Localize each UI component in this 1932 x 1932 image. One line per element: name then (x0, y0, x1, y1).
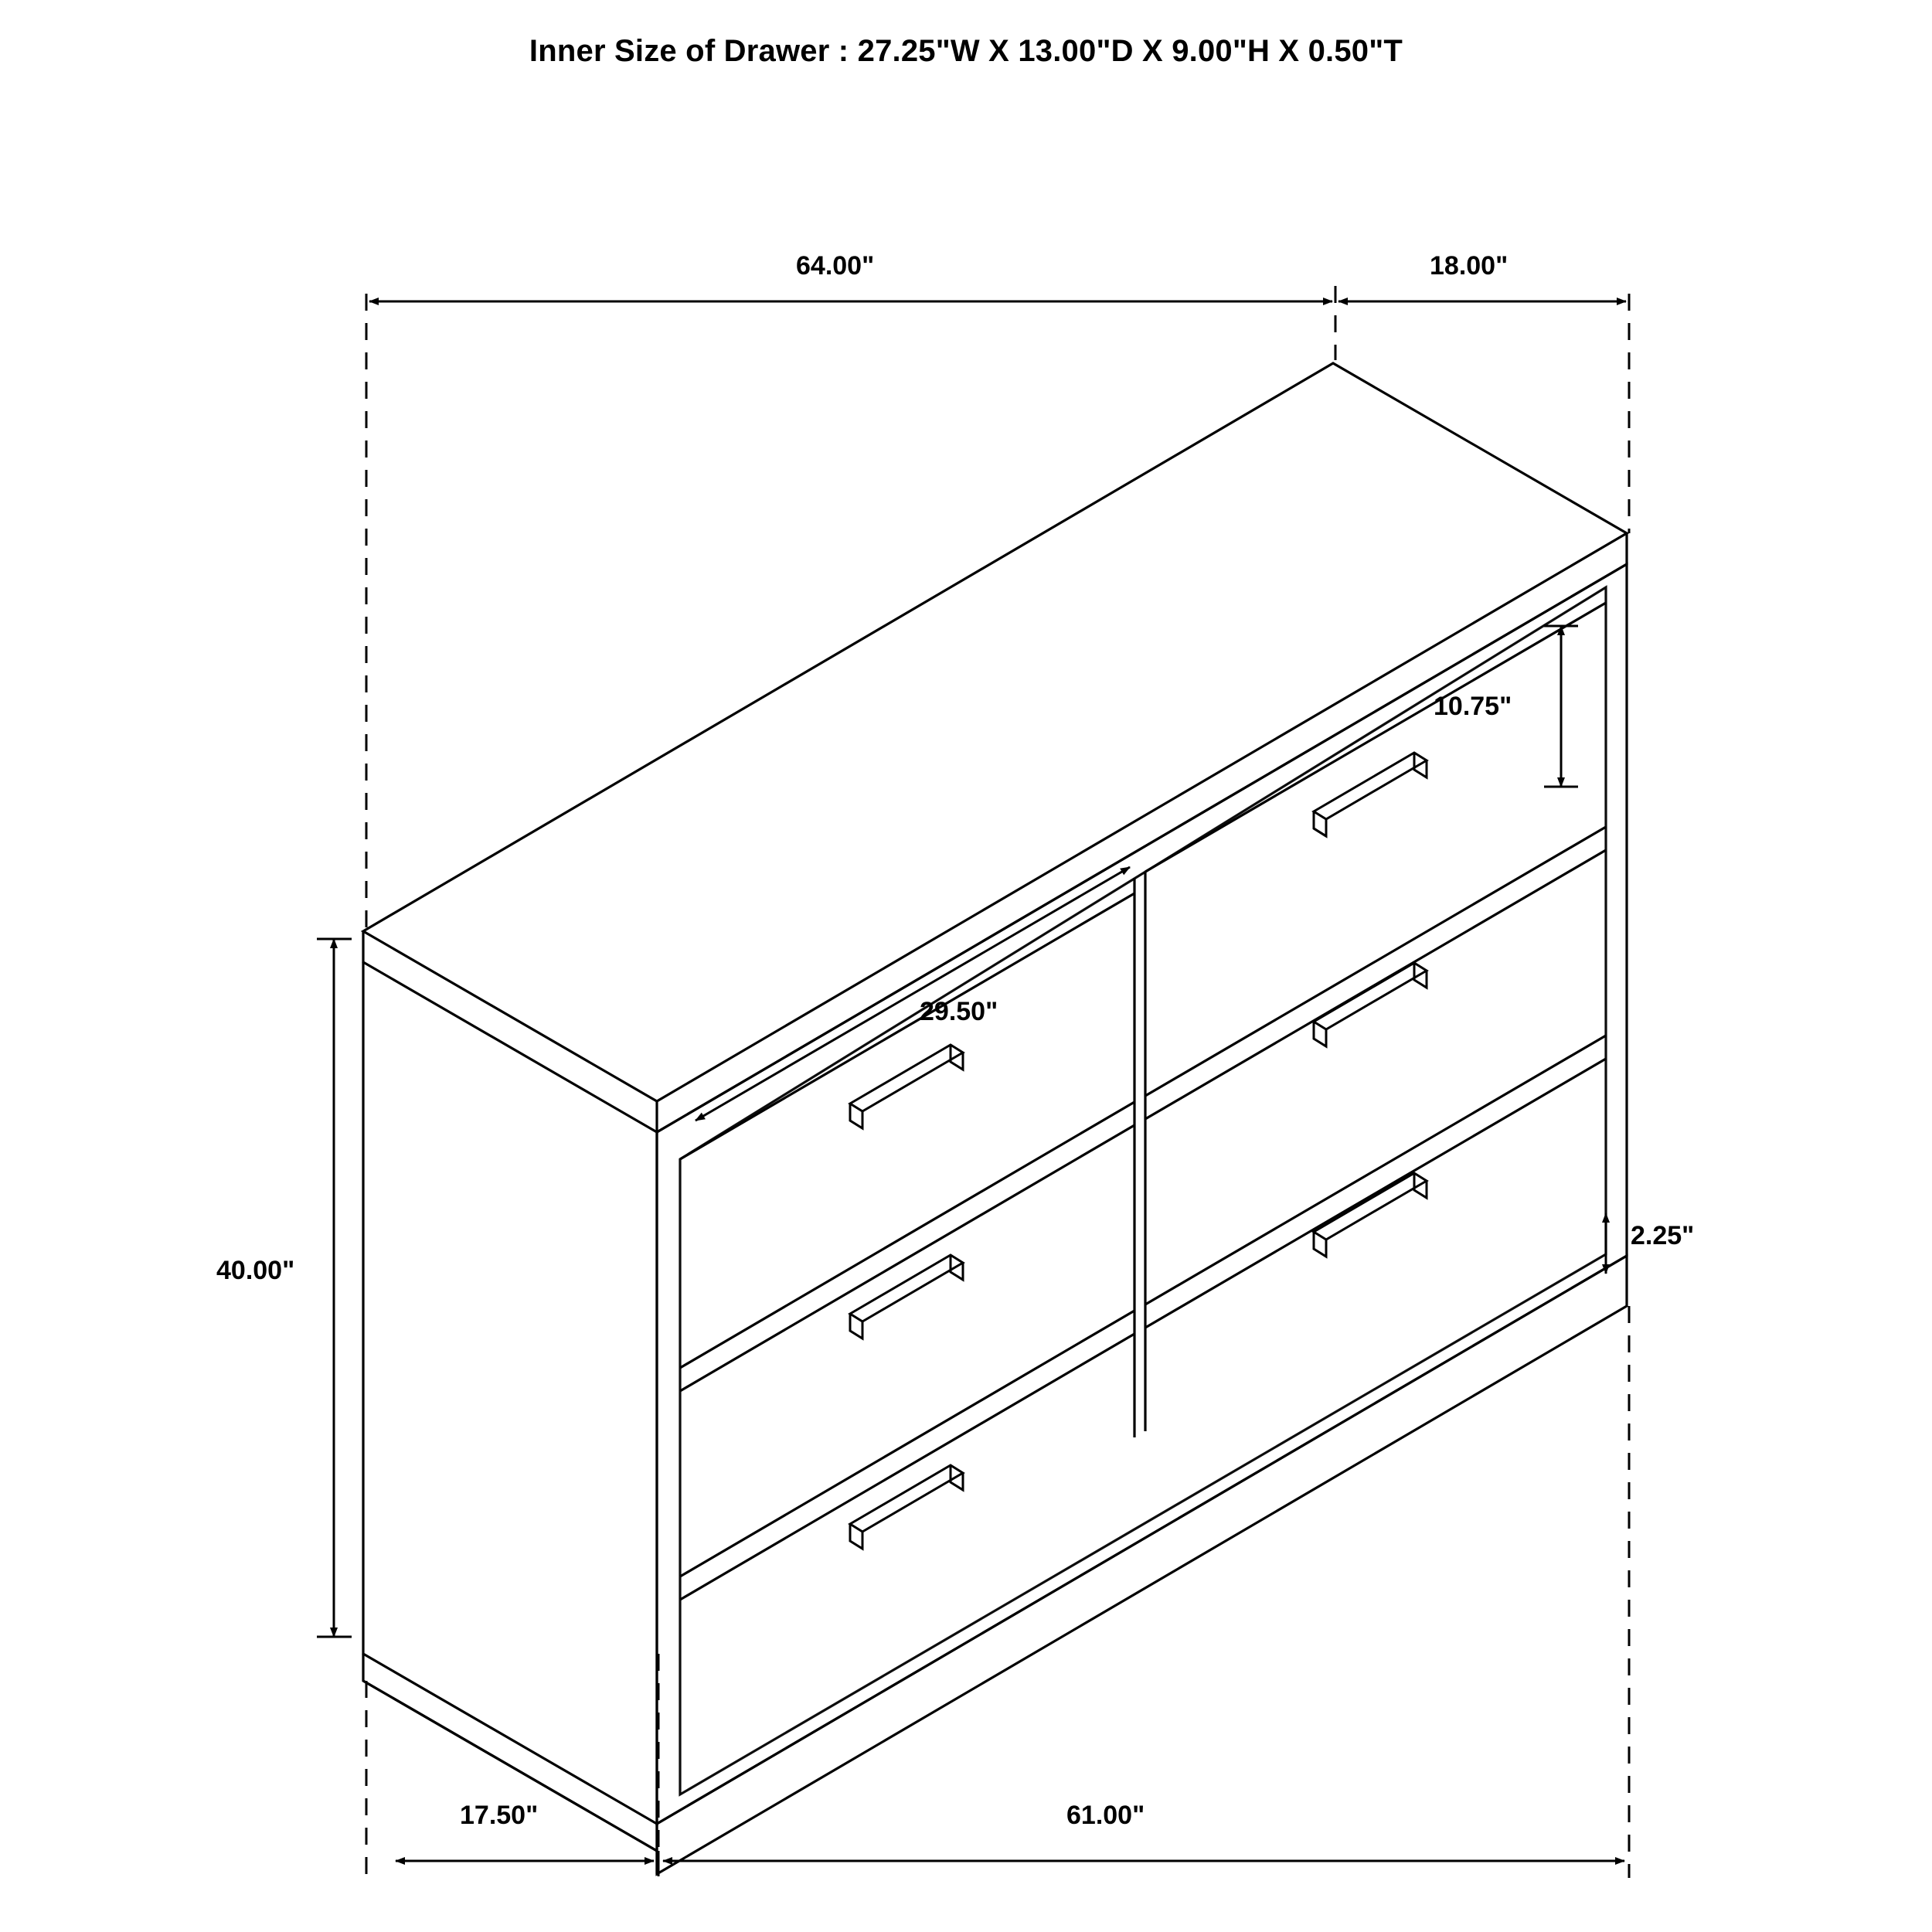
dimension-label-base-depth: 17.50" (460, 1801, 539, 1830)
dimension-label-base-width: 61.00" (1066, 1801, 1145, 1830)
dimension-label-drawer-face-height: 10.75" (1434, 692, 1512, 721)
page-title: Inner Size of Drawer : 27.25"W X 13.00"D X 9.00"H X 0.50"T (529, 34, 1403, 68)
dimension-label-overall-height: 40.00" (216, 1256, 295, 1285)
dimension-label-top-depth: 18.00" (1430, 251, 1509, 281)
dimension-label-drawer-inner-width: 29.50" (920, 997, 998, 1026)
dimension-label-top-width: 64.00" (796, 251, 875, 281)
dimension-label-plinth-height: 2.25" (1631, 1221, 1695, 1250)
